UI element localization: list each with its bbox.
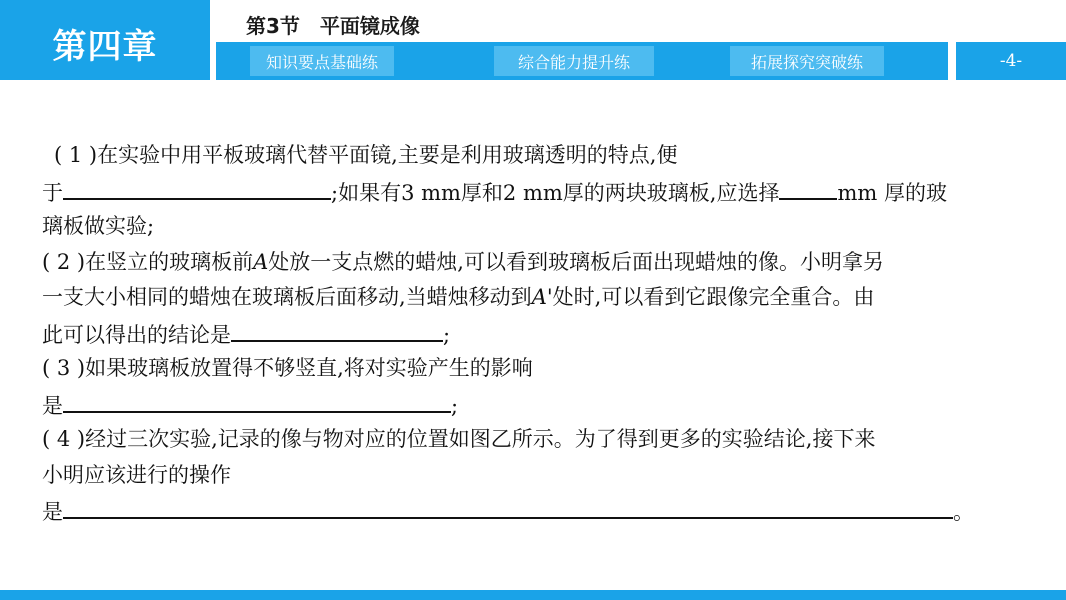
q2-line-3 [42, 316, 1022, 352]
q1-text-2-post: mm 厚的玻 [837, 180, 947, 205]
q2-text-3-post: ; [443, 322, 451, 347]
page-number: -4- [956, 42, 1066, 80]
q3-line-2 [42, 387, 1022, 423]
q1-line-3 [42, 209, 1022, 245]
chapter-banner [0, 0, 210, 80]
nav-bar [216, 42, 948, 80]
q4-line-2 [42, 458, 1022, 494]
header [0, 0, 1066, 80]
q4-answer-blank[interactable] [63, 493, 953, 519]
q1-answer-blank-2[interactable] [779, 174, 837, 200]
question-content [42, 138, 1022, 529]
q4-text-2: 小明应该进行的操作 [42, 462, 231, 487]
q2-line-1 [42, 245, 1022, 281]
q4-line-1 [42, 422, 1022, 458]
q1-text-2-mid: ;如果有3 mm厚和2 mm厚的两块玻璃板,应选择 [331, 180, 780, 205]
q4-line-3 [42, 493, 1022, 529]
chapter-title: 第四章 [52, 26, 158, 67]
q2-var-a: A [253, 249, 269, 274]
q2-line-2 [42, 280, 1022, 316]
q4-text-3-post: 。 [953, 500, 974, 524]
q1-text-2-pre: 于 [42, 180, 63, 205]
q2-text-1-post: 处放一支点燃的蜡烛,可以看到玻璃板后面出现蜡烛的像。小明拿另 [268, 249, 884, 274]
q3-text-2-pre: 是 [42, 393, 63, 418]
q3-text-2-post: ; [451, 393, 459, 418]
q2-text-2-pre: 一支大小相同的蜡烛在玻璃板后面移动,当蜡烛移动到 [42, 285, 532, 309]
q1-text-3: 璃板做实验; [42, 214, 155, 238]
q1-text-1: ( 1 )在实验中用平板玻璃代替平面镜,主要是利用玻璃透明的特点,便 [54, 143, 678, 167]
q2-text-1-pre: ( 2 )在竖立的玻璃板前 [42, 249, 254, 274]
q2-var-a-prime: A' [531, 285, 553, 309]
q2-answer-blank[interactable] [231, 316, 443, 342]
q3-answer-blank[interactable] [63, 387, 451, 413]
q1-answer-blank-1[interactable] [63, 174, 331, 200]
nav-button-extension-practice[interactable]: 拓展探究突破练 [730, 46, 884, 76]
q4-text-1: ( 4 )经过三次实验,记录的像与物对应的位置如图乙所示。为了得到更多的实验结论,接下来 [42, 427, 876, 451]
q3-text-1: ( 3 )如果玻璃板放置得不够竖直,将对实验产生的影响 [42, 356, 533, 380]
q2-text-2-post: 处时,可以看到它跟像完全重合。由 [552, 285, 875, 309]
q4-text-3-pre: 是 [42, 500, 63, 524]
q1-line-2 [42, 174, 1022, 210]
q2-text-3-pre: 此可以得出的结论是 [42, 322, 231, 347]
footer-bar [0, 590, 1066, 600]
section-title: 第3节 平面镜成像 [246, 14, 420, 38]
nav-button-comprehensive-practice[interactable]: 综合能力提升练 [494, 46, 654, 76]
nav-button-basic-practice[interactable]: 知识要点基础练 [250, 46, 394, 76]
q1-line-1 [42, 138, 1022, 174]
q3-line-1 [42, 351, 1022, 387]
